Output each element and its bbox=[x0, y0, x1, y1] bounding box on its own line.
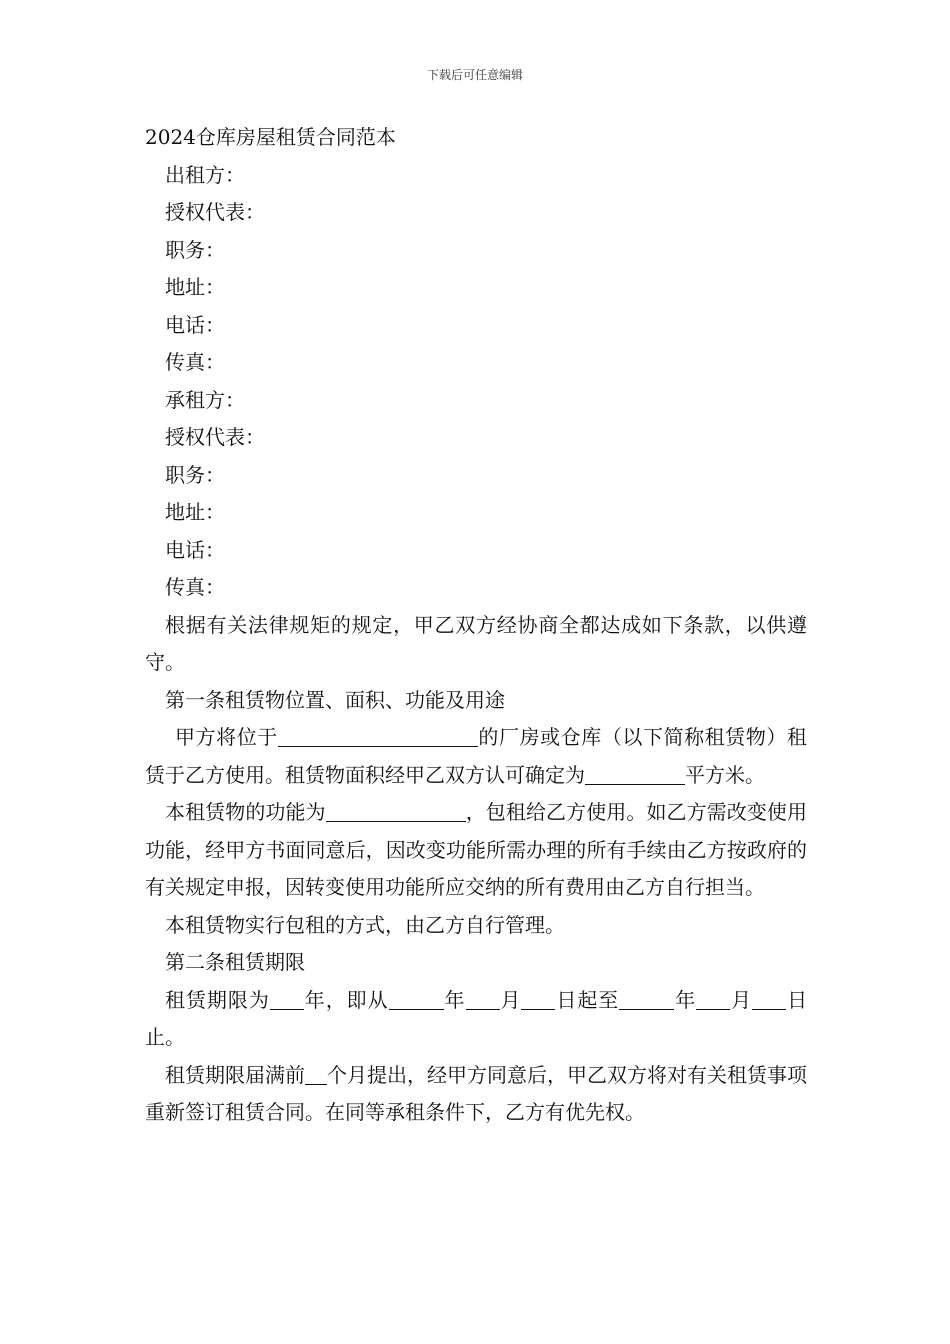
lessee-fax: 传真： bbox=[165, 575, 225, 599]
article2-p1-text-c: 年 bbox=[443, 987, 466, 1012]
article1-heading: 第一条租赁物位置、面积、功能及用途 bbox=[165, 687, 505, 712]
page-header: 下载后可任意编辑 bbox=[426, 68, 523, 82]
lessee-position: 职务： bbox=[165, 462, 225, 487]
document-title: 2024仓库房屋租赁合同范本 bbox=[145, 125, 396, 149]
intro-paragraph: 根据有关法律规矩的规定，甲乙双方经协商全都达成如下条款，以供遵守。 bbox=[145, 612, 807, 674]
article2-p2-text-b: 个月提出，经甲方同意后，甲乙双方将对有关租赁事项重新签订租赁合同。在同等承租条件下，乙方有优先权。 bbox=[145, 1062, 807, 1124]
months-blank bbox=[305, 1064, 327, 1085]
article2-p1-text-a: 租赁期限为 bbox=[165, 987, 270, 1012]
article2-heading: 第二条租赁期限 bbox=[165, 950, 305, 974]
lessee-phone: 电话： bbox=[165, 537, 225, 562]
function-blank bbox=[326, 801, 466, 822]
end-month-blank bbox=[696, 989, 730, 1010]
article1-p1-text-a: 甲方将位于 bbox=[175, 725, 278, 749]
location-blank bbox=[278, 726, 478, 747]
contract-body bbox=[145, 119, 807, 1132]
article2-p2-text-a: 租赁期限届满前 bbox=[165, 1062, 305, 1087]
lessee-rep: 授权代表： bbox=[165, 425, 265, 449]
start-year-blank bbox=[389, 989, 444, 1010]
end-day-blank bbox=[752, 989, 786, 1010]
lessor-rep: 授权代表： bbox=[165, 200, 265, 224]
area-blank bbox=[585, 764, 685, 785]
lessee-address: 地址： bbox=[165, 500, 225, 524]
lessor-position: 职务： bbox=[165, 237, 225, 262]
article2-p1-text-f: 年 bbox=[674, 987, 697, 1012]
lessor-address: 地址： bbox=[165, 275, 225, 299]
article1-p2-text-b: ，包租给乙方使用。如乙方需改变使用功能，经甲方书面同意后，因改变功能所需办理的所有手续由乙方按政府的有关规定申报，因转变使用功能所应交纳的所有费用由乙方自行担当。 bbox=[145, 800, 808, 899]
start-day-blank bbox=[521, 989, 555, 1010]
article2-paragraph-term bbox=[145, 982, 807, 1057]
start-month-blank bbox=[466, 989, 500, 1010]
article2-p1-text-b: 年，即从 bbox=[303, 987, 389, 1012]
article2-p1-text-g: 月 bbox=[730, 987, 753, 1012]
lessor-phone: 电话： bbox=[165, 312, 225, 337]
article1-paragraph-lease-mode: 本租赁物实行包租的方式，由乙方自行管理。 bbox=[165, 912, 565, 937]
article1-paragraph-location bbox=[145, 719, 807, 794]
article1-p1-text-c: 平方米。 bbox=[685, 762, 765, 787]
article2-paragraph-renewal bbox=[145, 1057, 807, 1132]
article2-p1-text-h: 日止。 bbox=[145, 987, 808, 1049]
years-blank bbox=[270, 989, 304, 1010]
lessor-fax: 传真： bbox=[165, 350, 225, 374]
end-year-blank bbox=[619, 989, 674, 1010]
article2-p1-text-d: 月 bbox=[499, 987, 522, 1012]
lessor-label: 出租方： bbox=[165, 162, 245, 187]
lessee-label: 承租方： bbox=[165, 387, 245, 412]
article2-p1-text-e: 日起至 bbox=[555, 987, 620, 1012]
article1-p1-text-b: 的厂房或仓库（以下简称租赁物）租赁于乙方使用。租赁物面积经甲乙双方认可确定为 bbox=[145, 725, 808, 787]
article1-paragraph-function bbox=[145, 794, 807, 907]
article1-p2-text-a: 本租赁物的功能为 bbox=[165, 800, 326, 824]
